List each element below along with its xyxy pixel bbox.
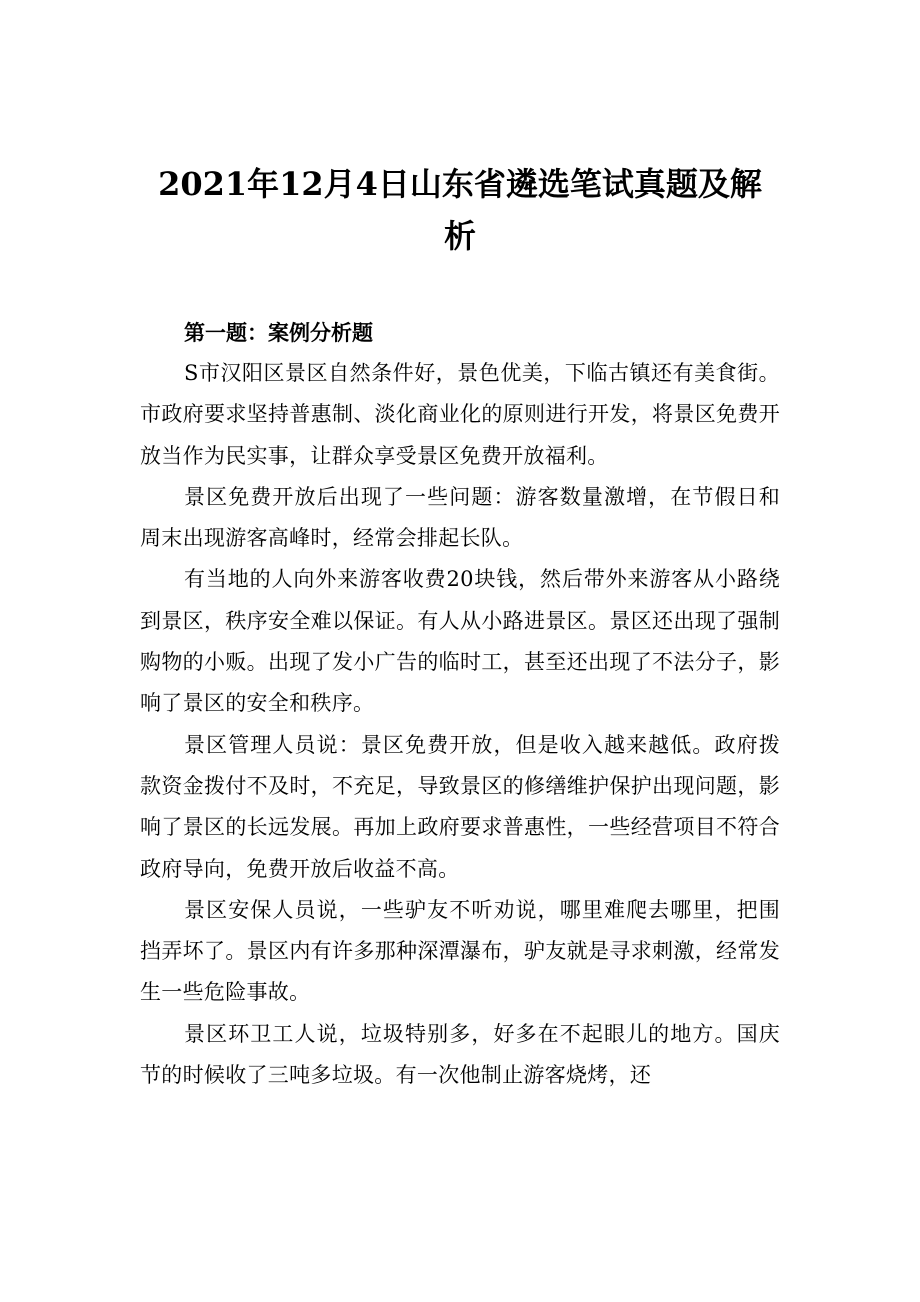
paragraph-security: 景区安保人员说，一些驴友不听劝说，哪里难爬去哪里，把围挡弄坏了。景区内有许多那种深潭瀑布，驴友就是寻求刺激，经常发生一些危险事故。 xyxy=(140,897,780,1005)
paragraph-sanitation: 景区环卫工人说，垃圾特别多，好多在不起眼儿的地方。国庆节的时候收了三吨多垃圾。有一次他制止游客烧烤，还 xyxy=(140,1021,780,1088)
document-title xyxy=(140,158,780,262)
document-title-line-1: 2021年12月4日山东省遴选笔试真题及解 xyxy=(158,165,762,203)
paragraph-problems: 景区免费开放后出现了一些问题：游客数量激增，在节假日和周末出现游客高峰时，经常会排起长队。 xyxy=(140,484,780,551)
paragraph-locals: 有当地的人向外来游客收费20块钱，然后带外来游客从小路绕到景区，秩序安全难以保证。有人从小路进景区。景区还出现了强制购物的小贩。出现了发小广告的临时工，甚至还出现了不法分子，影响了景区的安全和秩序。 xyxy=(140,567,780,716)
document-body xyxy=(140,313,780,1096)
section-heading: 第一题：案例分析题 xyxy=(184,321,373,345)
paragraph-intro: S市汉阳区景区自然条件好，景色优美，下临古镇还有美食街。市政府要求坚持普惠制、淡化商业化的原则进行开发，将景区免费开放当作为民实事，让群众享受景区免费开放福利。 xyxy=(140,361,780,468)
document-title-line-2: 析 xyxy=(443,217,476,255)
paragraph-management: 景区管理人员说：景区免费开放，但是收入越来越低。政府拨款资金拨付不及时，不充足，导致景区的修缮维护保护出现问题，影响了景区的长远发展。再加上政府要求普惠性，一些经营项目不符合政府导向，免费开放后收益不高。 xyxy=(140,732,780,881)
